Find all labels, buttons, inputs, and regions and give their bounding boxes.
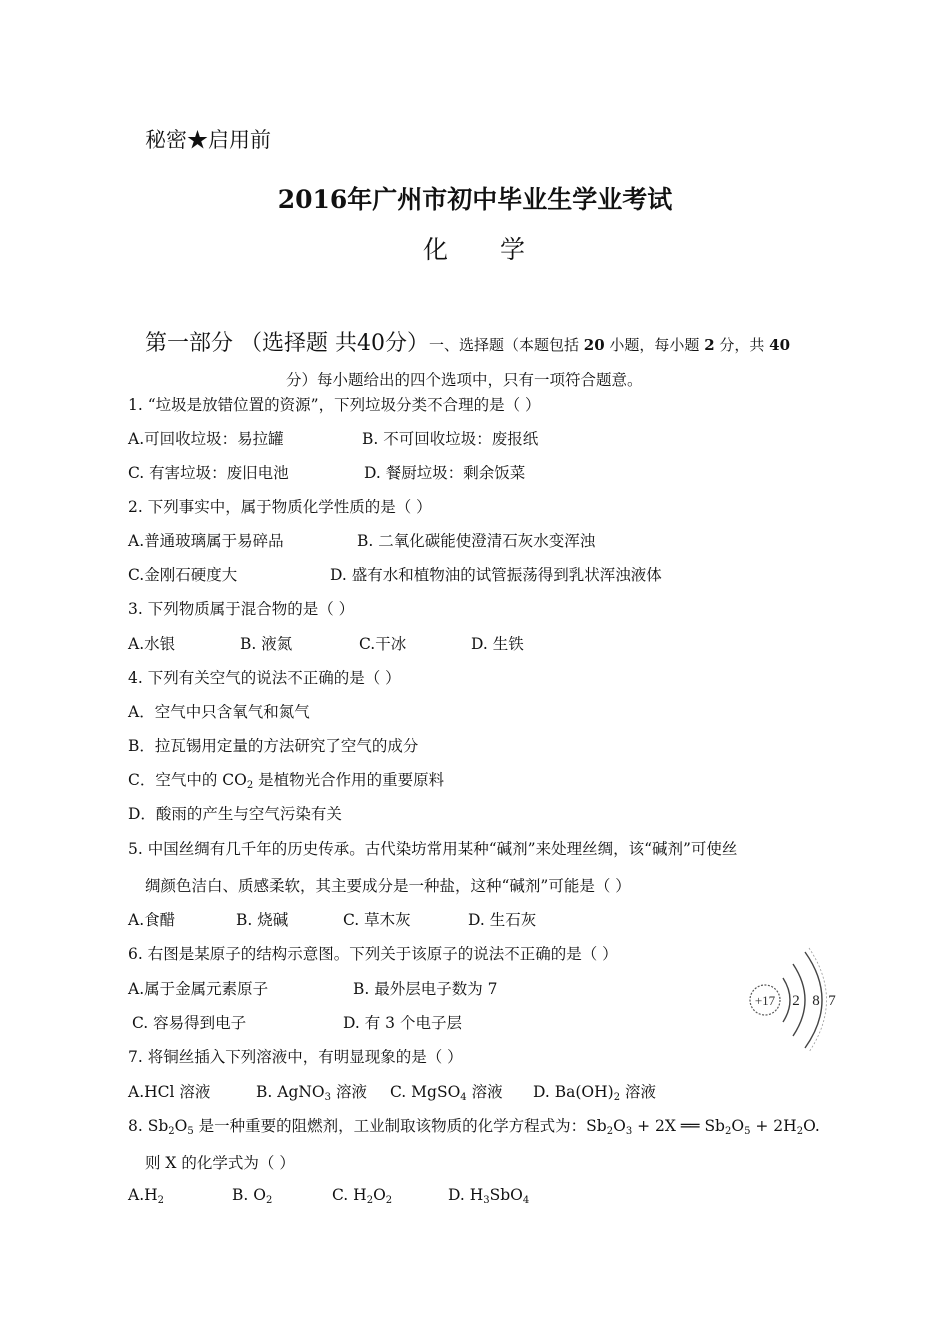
q8-s3: 2 bbox=[606, 1126, 614, 1137]
instr-count: 20 bbox=[583, 336, 605, 354]
q1-option-d: D. 餐厨垃圾：剩余饭菜 bbox=[364, 464, 526, 482]
q5-stem-line1: 5. 中国丝绸有几千年的历史传承。古代染坊常用某种“碱剂”来处理丝绸，该“碱剂”可使丝 bbox=[128, 840, 738, 858]
subject-char-2: 学 bbox=[500, 235, 528, 264]
atom-structure-diagram bbox=[745, 938, 845, 1058]
q8-d-text: D. H bbox=[448, 1186, 484, 1204]
q8-b-text: B. O bbox=[232, 1186, 266, 1204]
q8-c-sub2: 2 bbox=[385, 1195, 393, 1206]
q3-option-b: B. 液氮 bbox=[240, 635, 293, 653]
q8-t3: 是一种重要的阻燃剂，工业制取该物质的化学方程式为：Sb bbox=[193, 1117, 607, 1135]
q8-s6: 5 bbox=[744, 1126, 751, 1137]
q3-stem: 3. 下列物质属于混合物的是（ ） bbox=[128, 600, 355, 618]
q8-d-sub2: 4 bbox=[522, 1195, 530, 1206]
q8-d-sub1: 3 bbox=[483, 1195, 490, 1206]
q8-b-sub: 2 bbox=[265, 1195, 273, 1206]
subject-title bbox=[0, 230, 950, 266]
q8-t5: + 2X ══ Sb bbox=[632, 1117, 725, 1135]
shell-count-3: 7 bbox=[828, 993, 836, 1009]
q8-stem-line1 bbox=[128, 1114, 820, 1137]
q4-option-c bbox=[128, 768, 445, 791]
q8-c-sub1: 2 bbox=[366, 1195, 374, 1206]
q8-s5: 2 bbox=[724, 1126, 732, 1137]
q8-c-text: C. H bbox=[332, 1186, 367, 1204]
q7-d-text: D. Ba(OH) bbox=[533, 1083, 614, 1101]
q8-a-text: A.H bbox=[128, 1186, 158, 1204]
q2-option-b: B. 二氧化碳能使澄清石灰水变浑浊 bbox=[357, 532, 596, 550]
q1-option-c: C. 有害垃圾：废旧电池 bbox=[128, 464, 289, 482]
q7-c-sub: 4 bbox=[460, 1092, 467, 1103]
q2-option-a: A.普通玻璃属于易碎品 bbox=[128, 532, 284, 550]
q7-d-sub: 2 bbox=[613, 1092, 621, 1103]
shell-count-2: 8 bbox=[812, 993, 820, 1009]
q7-d-post: 溶液 bbox=[620, 1083, 656, 1101]
q8-a-sub: 2 bbox=[157, 1195, 165, 1206]
q8-option-c bbox=[332, 1186, 392, 1206]
q7-c-post: 溶液 bbox=[466, 1083, 503, 1101]
q1-stem: 1. “垃圾是放错位置的资源”，下列垃圾分类不合理的是（ ） bbox=[128, 396, 541, 414]
q7-b-text: B. AgNO bbox=[256, 1083, 325, 1101]
q8-s1: 2 bbox=[168, 1126, 175, 1137]
q3-option-c: C.干冰 bbox=[359, 635, 407, 653]
q1-option-b: B. 不可回收垃圾：废报纸 bbox=[362, 430, 539, 448]
part-instruction bbox=[429, 336, 790, 354]
instr-mid: 小题，每小题 bbox=[604, 336, 705, 354]
q8-t7: + 2H bbox=[750, 1117, 797, 1135]
q8-option-a bbox=[128, 1186, 164, 1206]
q8-s4: 3 bbox=[625, 1126, 633, 1137]
part-heading bbox=[145, 326, 790, 357]
shell-count-1: 2 bbox=[792, 993, 800, 1009]
q7-option-d bbox=[533, 1080, 656, 1103]
q6-option-a: A.属于金属元素原子 bbox=[128, 980, 269, 998]
nucleus-charge: +17 bbox=[754, 993, 776, 1008]
q6-option-c: C. 容易得到电子 bbox=[132, 1014, 247, 1032]
q6-option-b: B. 最外层电子数为 7 bbox=[353, 980, 498, 998]
q7-option-a: A.HCl 溶液 bbox=[128, 1083, 211, 1101]
q8-stem-line2: 则 X 的化学式为（ ） bbox=[145, 1154, 295, 1172]
q2-stem: 2. 下列事实中，属于物质化学性质的是（ ） bbox=[128, 498, 432, 516]
q4-c-text: C．空气中的 CO bbox=[128, 771, 247, 789]
q7-stem: 7. 将铜丝插入下列溶液中，有明显现象的是（ ） bbox=[128, 1048, 463, 1066]
q3-option-a: A.水银 bbox=[128, 635, 176, 653]
q8-c-mid: O bbox=[373, 1186, 386, 1204]
q7-option-c bbox=[390, 1080, 503, 1103]
q8-s2: 5 bbox=[187, 1126, 194, 1137]
q6-stem: 6. 右图是某原子的结构示意图。下列关于该原子的说法不正确的是（ ） bbox=[128, 945, 618, 963]
q8-t8: O. bbox=[803, 1117, 820, 1135]
q4-stem: 4. 下列有关空气的说法不正确的是（ ） bbox=[128, 669, 401, 687]
instr-points: 2 bbox=[704, 336, 715, 354]
q5-stem-line2: 绸颜色洁白、质感柔软，其主要成分是一种盐，这种“碱剂”可能是（ ） bbox=[145, 877, 631, 895]
q8-option-d bbox=[448, 1186, 529, 1206]
q5-option-c: C. 草木灰 bbox=[343, 911, 411, 929]
q5-option-a: A.食醋 bbox=[128, 911, 176, 929]
q3-option-d: D. 生铁 bbox=[471, 635, 524, 653]
q8-s7: 2 bbox=[796, 1126, 804, 1137]
q7-b-post: 溶液 bbox=[331, 1083, 367, 1101]
q7-c-text: C. MgSO bbox=[390, 1083, 461, 1101]
subject-char-1: 化 bbox=[422, 235, 450, 264]
part-heading-text: 第一部分 （选择题 共40分） bbox=[145, 331, 429, 356]
q8-d-mid: SbO bbox=[489, 1186, 523, 1204]
q4-option-a: A．空气中只含氧气和氮气 bbox=[128, 703, 310, 721]
instr-pre: 一、选择题（本题包括 bbox=[428, 336, 584, 354]
instr-total: 40 bbox=[769, 336, 791, 354]
q5-option-b: B. 烧碱 bbox=[236, 911, 289, 929]
q8-option-b bbox=[232, 1186, 272, 1206]
q7-b-sub: 3 bbox=[324, 1092, 332, 1103]
shell-arc-1 bbox=[783, 978, 790, 1022]
q2-option-c: C.金刚石硬度大 bbox=[128, 566, 238, 584]
q4-option-d: D．酸雨的产生与空气污染有关 bbox=[128, 805, 342, 823]
q4-c-post: 是植物光合作用的重要原料 bbox=[253, 771, 445, 789]
q2-option-d: D. 盛有水和植物油的试管振荡得到乳状浑浊液体 bbox=[330, 566, 662, 584]
q8-t6: O bbox=[731, 1117, 745, 1135]
exam-title: 2016年广州市初中毕业生学业考试 bbox=[277, 185, 673, 214]
confidential-label: 秘密★启用前 bbox=[145, 128, 271, 152]
q8-t2: O bbox=[174, 1117, 188, 1135]
part-instruction-line2: 分）每小题给出的四个选项中，只有一项符合题意。 bbox=[286, 371, 643, 389]
q5-option-d: D. 生石灰 bbox=[468, 911, 537, 929]
instr-mid2: 分，共 bbox=[714, 336, 770, 354]
q1-option-a: A.可回收垃圾：易拉罐 bbox=[128, 430, 284, 448]
q8-t4: O bbox=[613, 1117, 626, 1135]
q4-c-sub: 2 bbox=[246, 780, 254, 791]
q7-option-b bbox=[256, 1080, 367, 1103]
q8-t1: 8. Sb bbox=[128, 1117, 169, 1135]
q6-option-d: D. 有 3 个电子层 bbox=[343, 1014, 462, 1032]
q4-option-b: B．拉瓦锡用定量的方法研究了空气的成分 bbox=[128, 737, 419, 755]
